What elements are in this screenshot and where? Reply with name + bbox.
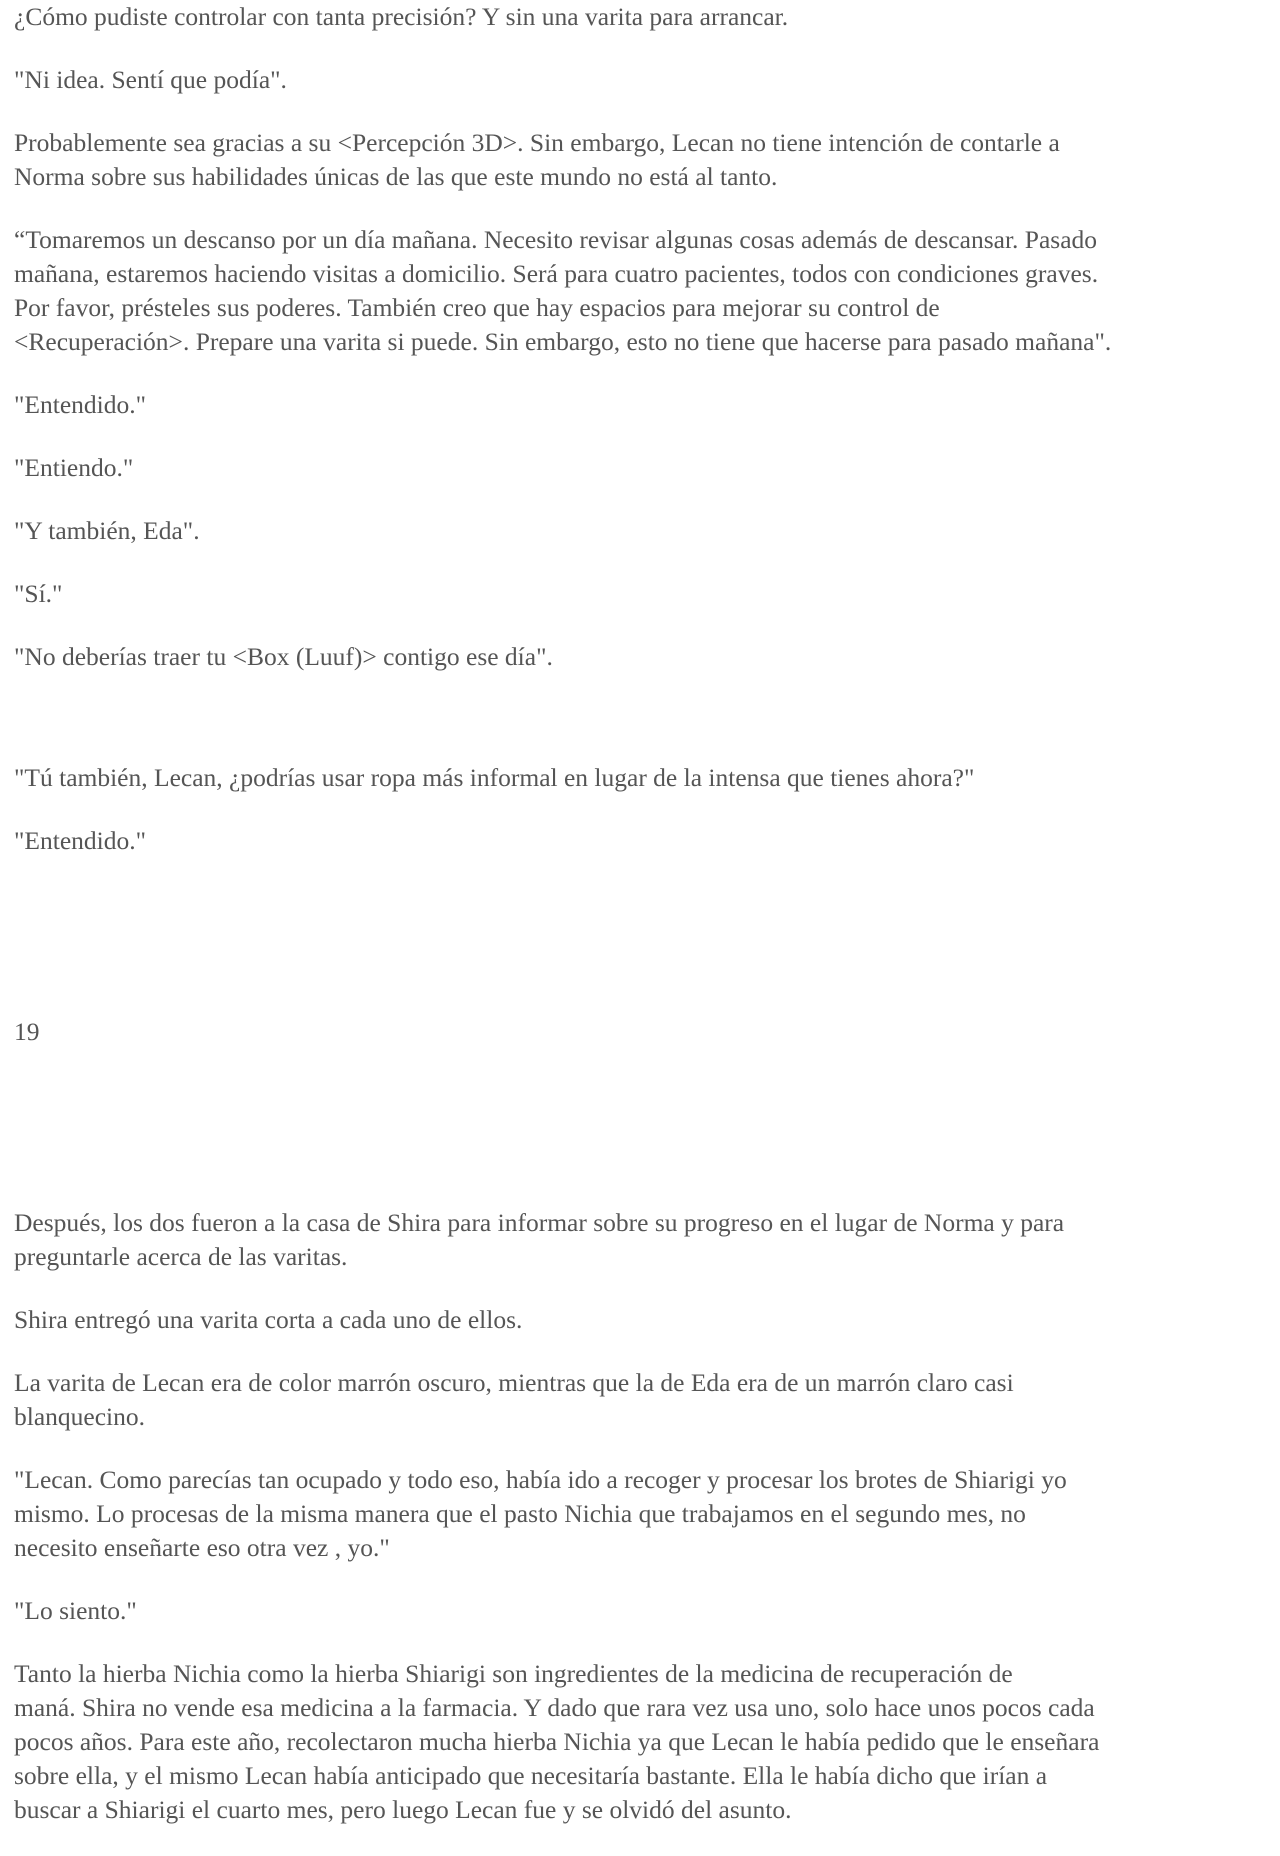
paragraph-line: maná. Shira no vende esa medicina a la farmacia. Y dado que rara vez usa uno, solo hace unos pocos cada	[14, 1693, 1095, 1722]
paragraph-line: buscar a Shiarigi el cuarto mes, pero luego Lecan fue y se olvidó del asunto.	[14, 1795, 792, 1824]
paragraph-line: mañana, estaremos haciendo visitas a domicilio. Será para cuatro pacientes, todos con condiciones graves.	[14, 259, 1099, 288]
paragraph: "Entiendo."	[14, 453, 134, 482]
paragraph-line: preguntarle acerca de las varitas.	[14, 1242, 348, 1271]
paragraph	[14, 1206, 1276, 1274]
blank-space	[14, 1078, 1276, 1206]
paragraph-line: sobre ella, y el mismo Lecan había anticipado que necesitaría bastante. Ella le había dicho que irían a	[14, 1761, 1048, 1790]
paragraph: "Sí."	[14, 579, 63, 608]
paragraph: ¿Cómo pudiste controlar con tanta precisión? Y sin una varita para arrancar.	[14, 2, 789, 31]
paragraph	[14, 126, 1276, 194]
paragraph-line: mismo. Lo procesas de la misma manera que el pasto Nichia que trabajamos en el segundo mes, no	[14, 1499, 1026, 1528]
paragraph-line: “Tomaremos un descanso por un día mañana. Necesito revisar algunas cosas además de descansar. Pasado	[14, 225, 1098, 254]
paragraph-line: necesito enseñarte eso otra vez , yo."	[14, 1533, 390, 1562]
blank-space	[14, 703, 1276, 761]
paragraph	[14, 1366, 1276, 1434]
paragraph-line: La varita de Lecan era de color marrón oscuro, mientras que la de Eda era de un marrón claro casi	[14, 1368, 1014, 1397]
paragraph: Shira entregó una varita corta a cada uno de ellos.	[14, 1305, 523, 1334]
paragraph-line: "Lecan. Como parecías tan ocupado y todo eso, había ido a recoger y procesar los brotes de Shiarigi yo	[14, 1465, 1067, 1494]
paragraph-line: Por favor, présteles sus poderes. También creo que hay espacios para mejorar su control de	[14, 293, 940, 322]
paragraph	[14, 1657, 1276, 1827]
paragraph	[14, 223, 1276, 359]
paragraph: "Ni idea. Sentí que podía".	[14, 65, 287, 94]
chapter-number: 19	[14, 1017, 40, 1046]
paragraph: "Entendido."	[14, 390, 147, 419]
paragraph-line: Norma sobre sus habilidades únicas de las que este mundo no está al tanto.	[14, 162, 778, 191]
paragraph-line: pocos años. Para este año, recolectaron mucha hierba Nichia ya que Lecan le había pedido que le enseñara	[14, 1727, 1100, 1756]
paragraph: "Tú también, Lecan, ¿podrías usar ropa más informal en lugar de la intensa que tienes ahora?"	[14, 763, 975, 792]
paragraph-line: Tanto la hierba Nichia como la hierba Shiarigi son ingredientes de la medicina de recuperación de	[14, 1659, 1013, 1688]
paragraph-line: <Recuperación>. Prepare una varita si puede. Sin embargo, esto no tiene que hacerse para pasado mañana".	[14, 327, 1112, 356]
blank-space	[14, 887, 1276, 1015]
paragraph: "Y también, Eda".	[14, 516, 200, 545]
document-page	[14, 0, 1276, 1856]
paragraph: "Entendido."	[14, 826, 147, 855]
paragraph: "Lo siento."	[14, 1596, 137, 1625]
paragraph-line: Después, los dos fueron a la casa de Shira para informar sobre su progreso en el lugar de Norma y para	[14, 1208, 1065, 1237]
paragraph	[14, 1463, 1276, 1565]
paragraph-line: Probablemente sea gracias a su <Percepción 3D>. Sin embargo, Lecan no tiene intención de contarle a	[14, 128, 1060, 157]
paragraph: "No deberías traer tu <Box (Luuf)> contigo ese día".	[14, 642, 553, 671]
paragraph-line: blanquecino.	[14, 1402, 145, 1431]
